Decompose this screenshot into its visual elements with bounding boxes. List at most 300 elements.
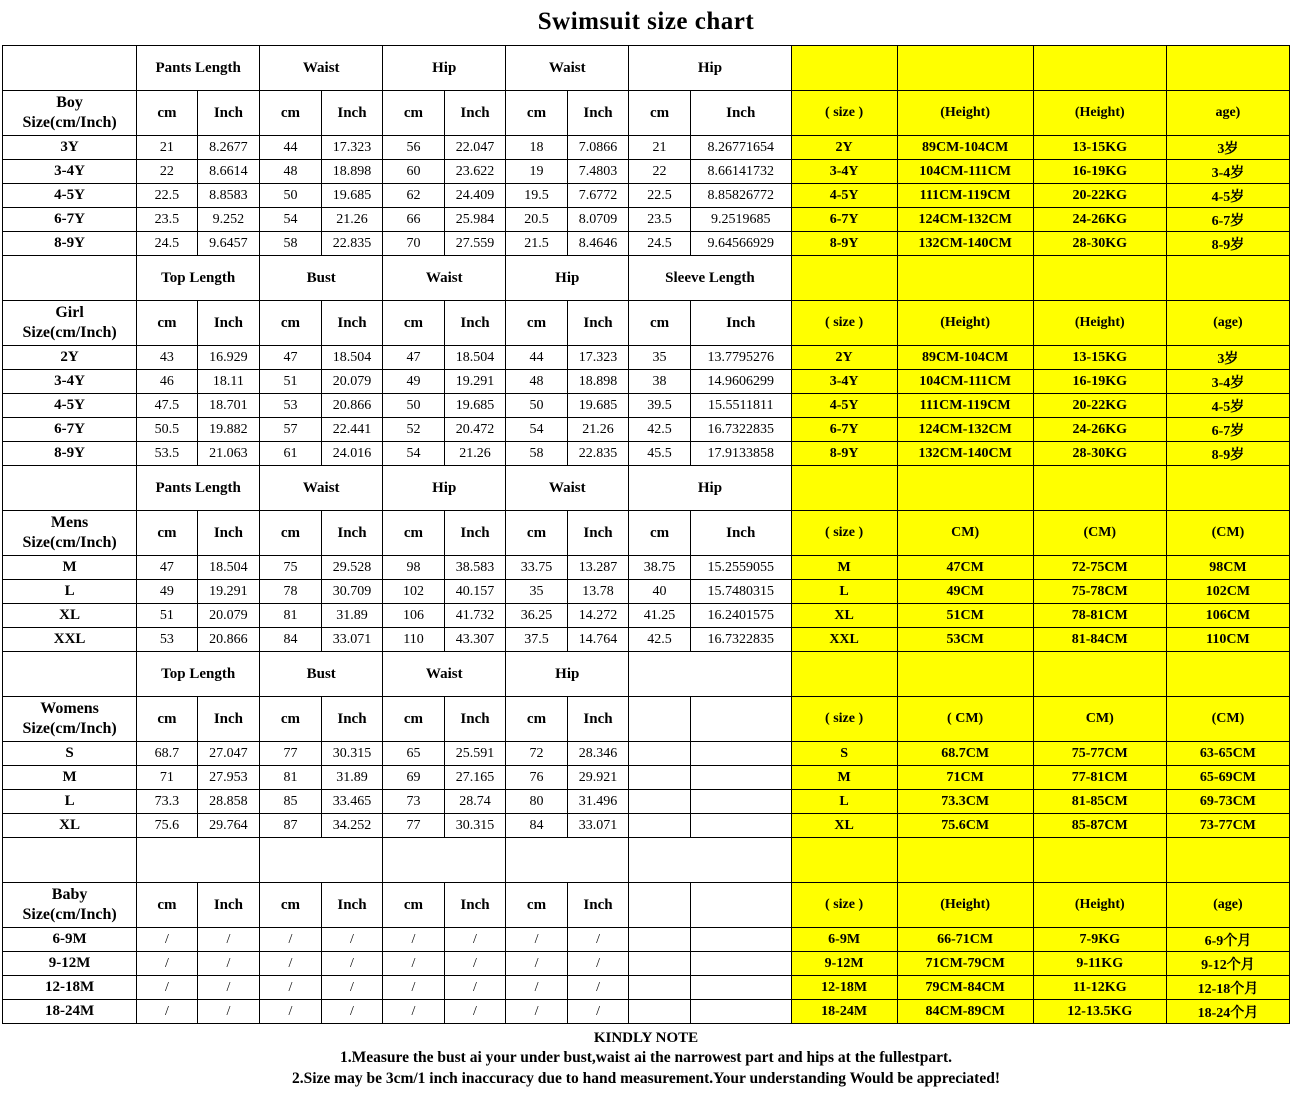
measure-cell: 20.472 xyxy=(444,418,506,442)
measure-cell: 52 xyxy=(383,418,445,442)
measure-cell: 16.2401575 xyxy=(690,604,791,628)
unit-header: cm xyxy=(629,511,691,556)
measure-cell: 18.504 xyxy=(197,556,260,580)
yellow-column-header: (Height) xyxy=(897,301,1033,346)
measure-cell: 22.5 xyxy=(629,184,691,208)
measure-cell: 21 xyxy=(137,136,198,160)
section-corner-cell xyxy=(3,652,137,697)
measure-cell: 87 xyxy=(260,814,322,838)
unit-header: cm xyxy=(383,883,445,928)
measure-cell: / xyxy=(197,952,260,976)
yellow-cell: 72-75CM xyxy=(1033,556,1166,580)
measure-cell: / xyxy=(321,1000,383,1024)
measure-cell: 31.89 xyxy=(321,604,383,628)
measure-cell: 47.5 xyxy=(137,394,198,418)
measure-cell: / xyxy=(137,952,198,976)
measure-cell: 40 xyxy=(629,580,691,604)
measure-cell: 48 xyxy=(260,160,322,184)
measure-cell: / xyxy=(567,976,629,1000)
measure-cell: 31.496 xyxy=(567,790,629,814)
measure-cell: 73.3 xyxy=(137,790,198,814)
unit-header: cm xyxy=(629,91,691,136)
yellow-spacer-cell xyxy=(791,256,897,301)
measure-cell xyxy=(690,952,791,976)
measure-cell: 21.063 xyxy=(197,442,260,466)
yellow-column-header: (CM) xyxy=(1166,511,1289,556)
measure-cell: 69 xyxy=(383,766,445,790)
yellow-column-header: ( size ) xyxy=(791,511,897,556)
section-unit-row xyxy=(3,511,1290,556)
measure-cell: 51 xyxy=(137,604,198,628)
measure-cell xyxy=(629,766,691,790)
section-label-line: Baby xyxy=(51,886,88,903)
unit-header: Inch xyxy=(321,301,383,346)
yellow-cell: 13-15KG xyxy=(1033,346,1166,370)
measure-cell: 21.26 xyxy=(321,208,383,232)
measure-cell: / xyxy=(137,1000,198,1024)
measure-cell: 8.6614 xyxy=(197,160,260,184)
unit-header: Inch xyxy=(567,91,629,136)
row-size-label: 6-7Y xyxy=(3,418,137,442)
yellow-column-header: ( size ) xyxy=(791,697,897,742)
unit-header: cm xyxy=(137,511,198,556)
measure-cell: 44 xyxy=(260,136,322,160)
table-row xyxy=(3,604,1290,628)
measure-cell: 20.079 xyxy=(197,604,260,628)
row-size-label: XL xyxy=(3,814,137,838)
yellow-cell: 12-13.5KG xyxy=(1033,1000,1166,1024)
row-size-label: 12-18M xyxy=(3,976,137,1000)
measure-header: Waist xyxy=(260,46,383,91)
measure-cell: / xyxy=(260,976,322,1000)
measure-cell: 31.89 xyxy=(321,766,383,790)
measure-cell: 39.5 xyxy=(629,394,691,418)
measure-header: Hip xyxy=(506,256,629,301)
measure-cell: 21.26 xyxy=(567,418,629,442)
measure-cell: 24.5 xyxy=(629,232,691,256)
measure-cell: 110 xyxy=(383,628,445,652)
section-label-line: Size(cm/Inch) xyxy=(22,534,117,551)
measure-cell xyxy=(690,1000,791,1024)
measure-cell: 54 xyxy=(383,442,445,466)
yellow-cell: 4-5岁 xyxy=(1166,394,1289,418)
note-line-1: 1.Measure the bust ai your under bust,waist ai the narrowest part and hips at the fullestpart. xyxy=(339,1049,952,1067)
table-row xyxy=(3,556,1290,580)
yellow-column-header: CM) xyxy=(897,511,1033,556)
measure-header: Hip xyxy=(629,46,791,91)
section-measure-header-row xyxy=(3,46,1290,91)
measure-cell: 81 xyxy=(260,604,322,628)
yellow-cell: 8-9Y xyxy=(791,442,897,466)
measure-cell: 19.5 xyxy=(506,184,568,208)
yellow-spacer-cell xyxy=(1166,46,1289,91)
yellow-cell: 89CM-104CM xyxy=(897,136,1033,160)
section-measure-header-row xyxy=(3,838,1290,883)
measure-cell: 33.071 xyxy=(321,628,383,652)
measure-cell: 57 xyxy=(260,418,322,442)
yellow-cell: L xyxy=(791,580,897,604)
measure-header: Pants Length xyxy=(137,466,260,511)
measure-cell xyxy=(690,742,791,766)
row-size-label: 9-12M xyxy=(3,952,137,976)
measure-cell: / xyxy=(321,952,383,976)
measure-header: Waist xyxy=(506,466,629,511)
unit-header: Inch xyxy=(567,301,629,346)
measure-cell xyxy=(690,790,791,814)
measure-cell: 65 xyxy=(383,742,445,766)
unit-header: Inch xyxy=(321,697,383,742)
yellow-cell: 20-22KG xyxy=(1033,184,1166,208)
unit-header: cm xyxy=(383,91,445,136)
measure-cell: 43 xyxy=(137,346,198,370)
table-row xyxy=(3,208,1290,232)
yellow-cell: 73.3CM xyxy=(897,790,1033,814)
kindly-note xyxy=(0,1024,1292,1090)
unit-header: Inch xyxy=(690,301,791,346)
yellow-cell: 69-73CM xyxy=(1166,790,1289,814)
yellow-column-header: (Height) xyxy=(1033,301,1166,346)
measure-cell: / xyxy=(137,976,198,1000)
measure-cell: 18 xyxy=(506,136,568,160)
measure-cell: 22.835 xyxy=(567,442,629,466)
yellow-cell: 3岁 xyxy=(1166,136,1289,160)
yellow-cell: 4-5Y xyxy=(791,394,897,418)
measure-cell: 78 xyxy=(260,580,322,604)
measure-cell: / xyxy=(383,1000,445,1024)
table-row xyxy=(3,442,1290,466)
yellow-cell: 98CM xyxy=(1166,556,1289,580)
yellow-spacer-cell xyxy=(1033,652,1166,697)
measure-cell: 24.016 xyxy=(321,442,383,466)
section-unit-row xyxy=(3,883,1290,928)
yellow-spacer-cell xyxy=(1033,256,1166,301)
measure-cell: / xyxy=(260,952,322,976)
measure-cell: / xyxy=(444,976,506,1000)
measure-cell: 19.685 xyxy=(444,394,506,418)
unit-header: cm xyxy=(137,697,198,742)
unit-header: Inch xyxy=(197,91,260,136)
measure-cell: 18.504 xyxy=(444,346,506,370)
yellow-spacer-cell xyxy=(897,256,1033,301)
section-label-line: Mens xyxy=(50,514,89,531)
measure-cell: 42.5 xyxy=(629,418,691,442)
yellow-spacer-cell xyxy=(897,838,1033,883)
measure-cell: 73 xyxy=(383,790,445,814)
measure-cell: 37.5 xyxy=(506,628,568,652)
yellow-cell: XL xyxy=(791,814,897,838)
measure-cell: 71 xyxy=(137,766,198,790)
measure-cell: 7.0866 xyxy=(567,136,629,160)
measure-cell: 54 xyxy=(260,208,322,232)
measure-cell: / xyxy=(260,928,322,952)
measure-cell: 17.323 xyxy=(567,346,629,370)
measure-cell: 19 xyxy=(506,160,568,184)
yellow-spacer-cell xyxy=(1033,46,1166,91)
measure-cell: 58 xyxy=(260,232,322,256)
measure-cell: 45.5 xyxy=(629,442,691,466)
section-label-line: Girl xyxy=(55,304,84,321)
yellow-cell: 71CM-79CM xyxy=(897,952,1033,976)
yellow-cell: 111CM-119CM xyxy=(897,394,1033,418)
section-label-baby xyxy=(3,883,137,928)
measure-header: Top Length xyxy=(137,256,260,301)
yellow-cell: 81-85CM xyxy=(1033,790,1166,814)
yellow-cell: 65-69CM xyxy=(1166,766,1289,790)
section-corner-cell xyxy=(3,256,137,301)
yellow-cell: 51CM xyxy=(897,604,1033,628)
measure-cell: 24.5 xyxy=(137,232,198,256)
yellow-cell: 8-9Y xyxy=(791,232,897,256)
yellow-cell: 73-77CM xyxy=(1166,814,1289,838)
unit-header: cm xyxy=(137,301,198,346)
unit-header: Inch xyxy=(321,883,383,928)
measure-cell: 27.953 xyxy=(197,766,260,790)
measure-cell: / xyxy=(567,928,629,952)
measure-cell: / xyxy=(444,928,506,952)
unit-header: Inch xyxy=(444,697,506,742)
measure-cell: / xyxy=(567,952,629,976)
measure-cell: 50 xyxy=(506,394,568,418)
yellow-cell: 20-22KG xyxy=(1033,394,1166,418)
yellow-cell: 6-7岁 xyxy=(1166,208,1289,232)
unit-header: cm xyxy=(260,697,322,742)
measure-cell: 30.315 xyxy=(321,742,383,766)
yellow-cell: 77-81CM xyxy=(1033,766,1166,790)
yellow-cell: 8-9岁 xyxy=(1166,442,1289,466)
yellow-cell: M xyxy=(791,556,897,580)
measure-cell: 29.528 xyxy=(321,556,383,580)
measure-cell: 76 xyxy=(506,766,568,790)
measure-cell: / xyxy=(506,952,568,976)
measure-cell: 8.0709 xyxy=(567,208,629,232)
yellow-cell: 110CM xyxy=(1166,628,1289,652)
measure-cell: 38.583 xyxy=(444,556,506,580)
measure-header: Hip xyxy=(506,652,629,697)
measure-header xyxy=(629,652,791,697)
measure-header: Waist xyxy=(506,46,629,91)
yellow-cell: 28-30KG xyxy=(1033,232,1166,256)
yellow-cell: 6-9个月 xyxy=(1166,928,1289,952)
measure-header xyxy=(260,838,383,883)
measure-cell: 49 xyxy=(383,370,445,394)
measure-cell: 8.66141732 xyxy=(690,160,791,184)
measure-cell: 49 xyxy=(137,580,198,604)
yellow-cell: 104CM-111CM xyxy=(897,370,1033,394)
yellow-column-header: CM) xyxy=(1033,697,1166,742)
unit-header: cm xyxy=(260,301,322,346)
unit-header: Inch xyxy=(197,301,260,346)
row-size-label: 6-9M xyxy=(3,928,137,952)
unit-header: Inch xyxy=(567,511,629,556)
measure-cell: 102 xyxy=(383,580,445,604)
unit-header: cm xyxy=(260,511,322,556)
yellow-cell: 2Y xyxy=(791,136,897,160)
measure-cell: 7.4803 xyxy=(567,160,629,184)
page-title: Swimsuit size chart xyxy=(537,8,755,35)
measure-cell: 9.6457 xyxy=(197,232,260,256)
row-size-label: 18-24M xyxy=(3,1000,137,1024)
row-size-label: L xyxy=(3,580,137,604)
measure-cell: 66 xyxy=(383,208,445,232)
measure-cell: 22.5 xyxy=(137,184,198,208)
yellow-cell: 132CM-140CM xyxy=(897,442,1033,466)
measure-cell: 30.315 xyxy=(444,814,506,838)
unit-header: Inch xyxy=(321,91,383,136)
yellow-cell: 3-4岁 xyxy=(1166,370,1289,394)
measure-cell: 16.929 xyxy=(197,346,260,370)
measure-header: Waist xyxy=(260,466,383,511)
measure-cell: 72 xyxy=(506,742,568,766)
yellow-cell: 75.6CM xyxy=(897,814,1033,838)
measure-cell: 80 xyxy=(506,790,568,814)
yellow-column-header: (age) xyxy=(1166,301,1289,346)
measure-cell: / xyxy=(383,952,445,976)
yellow-cell: 71CM xyxy=(897,766,1033,790)
yellow-cell: 9-12个月 xyxy=(1166,952,1289,976)
yellow-cell: 7-9KG xyxy=(1033,928,1166,952)
measure-cell: / xyxy=(197,976,260,1000)
section-label-line: Womens xyxy=(40,700,99,717)
yellow-cell: 47CM xyxy=(897,556,1033,580)
yellow-column-header: ( CM) xyxy=(897,697,1033,742)
unit-header xyxy=(629,883,691,928)
unit-header: cm xyxy=(383,697,445,742)
measure-cell: 8.26771654 xyxy=(690,136,791,160)
measure-cell: 81 xyxy=(260,766,322,790)
measure-cell: 18.11 xyxy=(197,370,260,394)
measure-cell: 56 xyxy=(383,136,445,160)
measure-cell: 21 xyxy=(629,136,691,160)
measure-cell: 9.64566929 xyxy=(690,232,791,256)
yellow-column-header: ( size ) xyxy=(791,883,897,928)
measure-header: Waist xyxy=(383,652,506,697)
measure-cell: 9.252 xyxy=(197,208,260,232)
yellow-cell: 6-9M xyxy=(791,928,897,952)
yellow-spacer-cell xyxy=(791,838,897,883)
measure-cell: 61 xyxy=(260,442,322,466)
measure-cell: 19.685 xyxy=(567,394,629,418)
yellow-cell: 6-7Y xyxy=(791,418,897,442)
yellow-cell: L xyxy=(791,790,897,814)
yellow-cell: 6-7Y xyxy=(791,208,897,232)
table-row xyxy=(3,232,1290,256)
measure-cell: 8.2677 xyxy=(197,136,260,160)
section-corner-cell xyxy=(3,838,137,883)
measure-cell: 23.622 xyxy=(444,160,506,184)
table-row xyxy=(3,370,1290,394)
row-size-label: M xyxy=(3,766,137,790)
measure-cell: 29.921 xyxy=(567,766,629,790)
yellow-column-header: (Height) xyxy=(1033,883,1166,928)
measure-cell: / xyxy=(506,928,568,952)
unit-header: cm xyxy=(383,301,445,346)
measure-cell: 13.7795276 xyxy=(690,346,791,370)
measure-cell: 25.591 xyxy=(444,742,506,766)
measure-cell: 47 xyxy=(137,556,198,580)
measure-cell: 19.291 xyxy=(197,580,260,604)
measure-cell: 53.5 xyxy=(137,442,198,466)
measure-cell: 62 xyxy=(383,184,445,208)
measure-cell: 106 xyxy=(383,604,445,628)
yellow-cell: 78-81CM xyxy=(1033,604,1166,628)
yellow-cell: 18-24个月 xyxy=(1166,1000,1289,1024)
yellow-column-header: age) xyxy=(1166,91,1289,136)
table-row xyxy=(3,976,1290,1000)
yellow-spacer-cell xyxy=(791,652,897,697)
table-row xyxy=(3,766,1290,790)
yellow-cell: XL xyxy=(791,604,897,628)
yellow-cell: 102CM xyxy=(1166,580,1289,604)
yellow-cell: 84CM-89CM xyxy=(897,1000,1033,1024)
yellow-column-header: (Height) xyxy=(897,883,1033,928)
measure-cell: 18.701 xyxy=(197,394,260,418)
row-size-label: 8-9Y xyxy=(3,442,137,466)
table-row xyxy=(3,394,1290,418)
measure-cell: 34.252 xyxy=(321,814,383,838)
measure-cell: / xyxy=(383,976,445,1000)
row-size-label: 3-4Y xyxy=(3,160,137,184)
unit-header xyxy=(690,697,791,742)
row-size-label: S xyxy=(3,742,137,766)
table-row xyxy=(3,814,1290,838)
measure-cell: 8.85826772 xyxy=(690,184,791,208)
yellow-spacer-cell xyxy=(897,652,1033,697)
row-size-label: XL xyxy=(3,604,137,628)
unit-header: cm xyxy=(137,91,198,136)
yellow-cell: 75-78CM xyxy=(1033,580,1166,604)
section-label-line: Size(cm/Inch) xyxy=(22,906,117,923)
yellow-column-header: (age) xyxy=(1166,883,1289,928)
yellow-cell: 66-71CM xyxy=(897,928,1033,952)
yellow-spacer-cell xyxy=(1033,838,1166,883)
measure-header xyxy=(506,838,629,883)
section-label-girl xyxy=(3,301,137,346)
unit-header: Inch xyxy=(690,511,791,556)
section-unit-row xyxy=(3,697,1290,742)
unit-header: Inch xyxy=(197,883,260,928)
yellow-column-header: (Height) xyxy=(1033,91,1166,136)
section-label-line: Size(cm/Inch) xyxy=(22,324,117,341)
measure-cell: 58 xyxy=(506,442,568,466)
measure-cell: 18.898 xyxy=(567,370,629,394)
measure-cell: 20.866 xyxy=(197,628,260,652)
measure-cell: 28.346 xyxy=(567,742,629,766)
measure-cell: 41.25 xyxy=(629,604,691,628)
unit-header: cm xyxy=(506,91,568,136)
unit-header: cm xyxy=(137,883,198,928)
yellow-cell: 2Y xyxy=(791,346,897,370)
measure-cell: 18.504 xyxy=(321,346,383,370)
measure-cell: 27.047 xyxy=(197,742,260,766)
unit-header: cm xyxy=(629,301,691,346)
measure-cell: / xyxy=(506,1000,568,1024)
measure-cell: 14.272 xyxy=(567,604,629,628)
yellow-spacer-cell xyxy=(1166,652,1289,697)
section-measure-header-row xyxy=(3,652,1290,697)
section-unit-row xyxy=(3,91,1290,136)
measure-header xyxy=(137,838,260,883)
measure-cell: 53 xyxy=(260,394,322,418)
yellow-cell: 4-5岁 xyxy=(1166,184,1289,208)
yellow-cell: 6-7岁 xyxy=(1166,418,1289,442)
unit-header: cm xyxy=(260,883,322,928)
table-row xyxy=(3,628,1290,652)
measure-cell: 53 xyxy=(137,628,198,652)
section-label-boy xyxy=(3,91,137,136)
measure-cell: 41.732 xyxy=(444,604,506,628)
measure-cell: 25.984 xyxy=(444,208,506,232)
yellow-column-header: ( size ) xyxy=(791,301,897,346)
